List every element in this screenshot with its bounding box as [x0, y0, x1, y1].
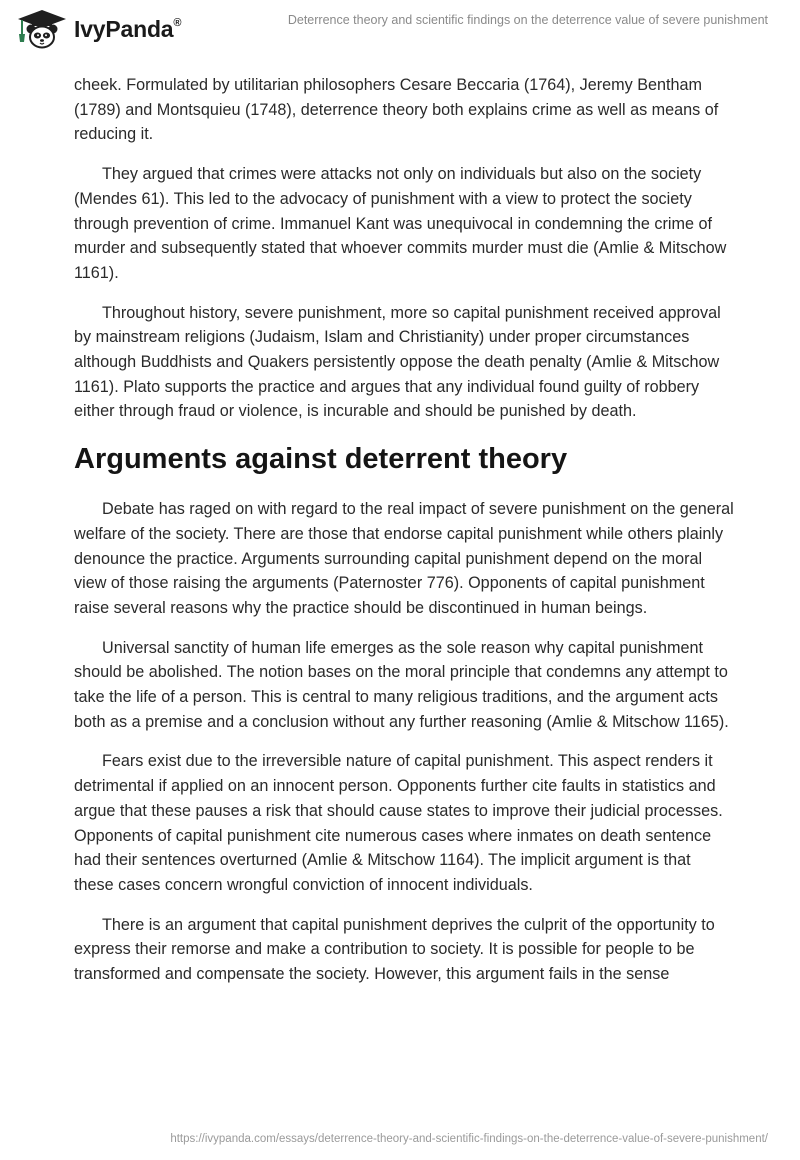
- paragraph: Universal sanctity of human life emerges as the sole reason why capital punishment should be abolished. The notion bases on the moral principle that condemns any attempt to take the life of a person. This is central to many religious traditions, and the argument acts both as a premise and a conclusion without any further reasoning (Amlie & Mitschow 1165).: [74, 638, 729, 731]
- paragraph: They argued that crimes were attacks not only on individuals but also on the society (Mendes 61). This led to the advocacy of punishment with a view to protect the society through prevention of crime. Immanuel Kant was unequivocal in condemning the crime of murder and subsequently stated that whoever commits murder must die (Amlie & Mitschow 1161).: [74, 165, 727, 282]
- paragraph: Debate has raged on with regard to the real impact of severe punishment on the general welfare of the society. There are those that endorse capital punishment while others plainly denounce the practice. Arguments surrounding capital punishment depend on the moral view of those raising the arguments (Paternoster 776). Opponents of capital punishment raise several reasons why the practice should be discontinued in human beings.: [74, 500, 734, 617]
- brand-name-text: IvyPanda: [74, 15, 174, 42]
- paragraph: Throughout history, severe punishment, more so capital punishment received approval by mainstream religions (Judaism, Islam and Christianity) under proper circumstances although Buddhists and Quakers persistently oppose the death penalty (Amlie & Mitschow 1161). Plato supports the practice and argues that any individual found guilty of robbery either through fraud or violence, is incurable and should be punished by death.: [74, 303, 721, 421]
- panda-graduate-logo-icon: [14, 8, 70, 50]
- paragraph: cheek. Formulated by utilitarian philosophers Cesare Beccaria (1764), Jeremy Bentham (1789) and Montsquieu (1748), deterrence theory both explains crime as well as means of reducing it.: [74, 76, 719, 144]
- ivypanda-logo[interactable]: [14, 8, 181, 50]
- page-header: [0, 0, 800, 60]
- registered-mark: ®: [173, 16, 182, 29]
- source-url[interactable]: https://ivypanda.com/essays/deterrence-theory-and-scientific-findings-on-the-deterrence-value-of-severe-punishment/: [170, 1133, 768, 1145]
- essay-body: [74, 73, 734, 1002]
- brand-name: [74, 16, 181, 43]
- document-title: Deterrence theory and scientific findings on the deterrence value of severe punishment: [287, 13, 768, 27]
- section-heading: Arguments against deterrent theory: [74, 443, 568, 476]
- paragraph: Fears exist due to the irreversible nature of capital punishment. This aspect renders it detrimental if applied on an innocent person. Opponents further cite faults in statistics and argue that these pauses a risk that should cause states to improve their judicial processes. Opponents of capital punishment cite numerous cases where inmates on death sentence had their sentences overturned (Amlie & Mitschow 1164). The implicit argument is that these cases concern wrongful conviction of innocent individuals.: [74, 752, 723, 894]
- paragraph: There is an argument that capital punishment deprives the culprit of the opportunity to express their remorse and make a contribution to society. It is possible for people to be transformed and compensate the society. However, this argument fails in the sense: [74, 915, 715, 984]
